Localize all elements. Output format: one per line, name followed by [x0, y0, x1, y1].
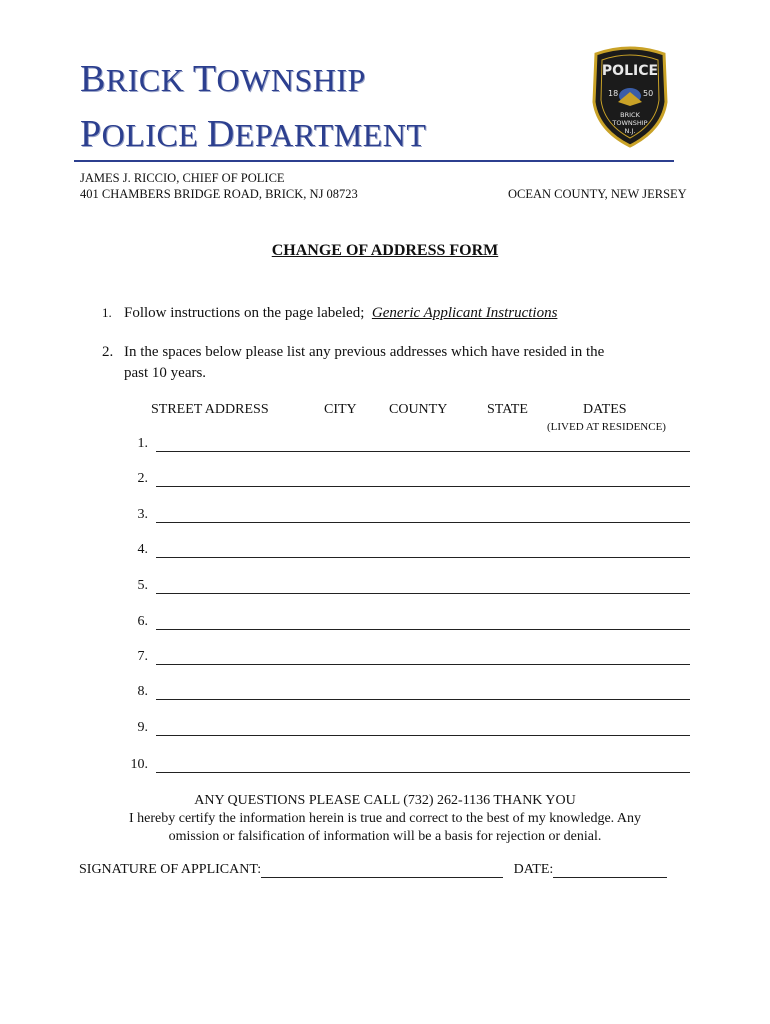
svg-text:N.J.: N.J. — [624, 127, 636, 135]
address-row[interactable]: 3. — [120, 507, 690, 527]
address-row[interactable]: 2. — [120, 471, 690, 491]
certification-line-2: omission or falsification of information will be a basis for rejection or denial. — [168, 829, 602, 844]
address-row[interactable]: 10. — [120, 757, 690, 777]
svg-text:TOWNSHIP: TOWNSHIP — [612, 119, 648, 127]
department-title-line1: BRICK TOWNSHIP — [80, 58, 366, 100]
signature-field[interactable] — [261, 863, 503, 878]
address-row[interactable]: 8. — [120, 684, 690, 704]
department-address: 401 CHAMBERS BRIDGE ROAD, BRICK, NJ 08723 — [80, 187, 358, 201]
address-row[interactable]: 4. — [120, 542, 690, 562]
address-row[interactable]: 7. — [120, 649, 690, 669]
address-row[interactable]: 9. — [120, 720, 690, 740]
chief-name: JAMES J. RICCIO, CHIEF OF POLICE — [80, 171, 285, 185]
badge-top-text: POLICE — [601, 63, 659, 79]
address-row[interactable]: 5. — [120, 578, 690, 598]
department-title-line2: POLICE DEPARTMENT — [80, 113, 427, 155]
form-title: CHANGE OF ADDRESS FORM — [271, 242, 499, 259]
column-city: CITY — [324, 402, 357, 417]
instruction-1: 1. Follow instructions on the page labeled; Generic Applicant Instructions — [102, 305, 558, 321]
column-dates-subtitle: (LIVED AT RESIDENCE) — [547, 421, 666, 433]
column-county: COUNTY — [389, 402, 448, 417]
date-field[interactable] — [553, 863, 667, 878]
svg-text:18: 18 — [608, 89, 619, 98]
column-dates: DATES — [583, 402, 627, 417]
column-street-address: STREET ADDRESS — [151, 402, 269, 417]
police-badge-logo — [590, 44, 670, 148]
address-row[interactable]: 6. — [120, 614, 690, 634]
county-state: OCEAN COUNTY, NEW JERSEY — [508, 187, 687, 201]
instruction-2: 2. In the spaces below please list any previous addresses which have resided in the past 10 years. — [102, 344, 605, 381]
questions-phone: ANY QUESTIONS PLEASE CALL (732) 262-1136 THANK YOU — [194, 793, 576, 808]
signature-label: SIGNATURE OF APPLICANT: — [79, 862, 262, 877]
svg-text:50: 50 — [643, 89, 654, 98]
signature-row — [79, 862, 667, 878]
header-divider — [74, 160, 674, 162]
generic-instructions-link[interactable]: Generic Applicant Instructions — [371, 305, 558, 321]
svg-text:BRICK: BRICK — [620, 111, 640, 119]
date-label: DATE: — [513, 862, 554, 877]
column-state: STATE — [487, 402, 528, 417]
address-row[interactable]: 1. — [120, 436, 690, 456]
certification-line-1: I hereby certify the information herein is true and correct to the best of my knowledge. Any — [129, 811, 641, 826]
